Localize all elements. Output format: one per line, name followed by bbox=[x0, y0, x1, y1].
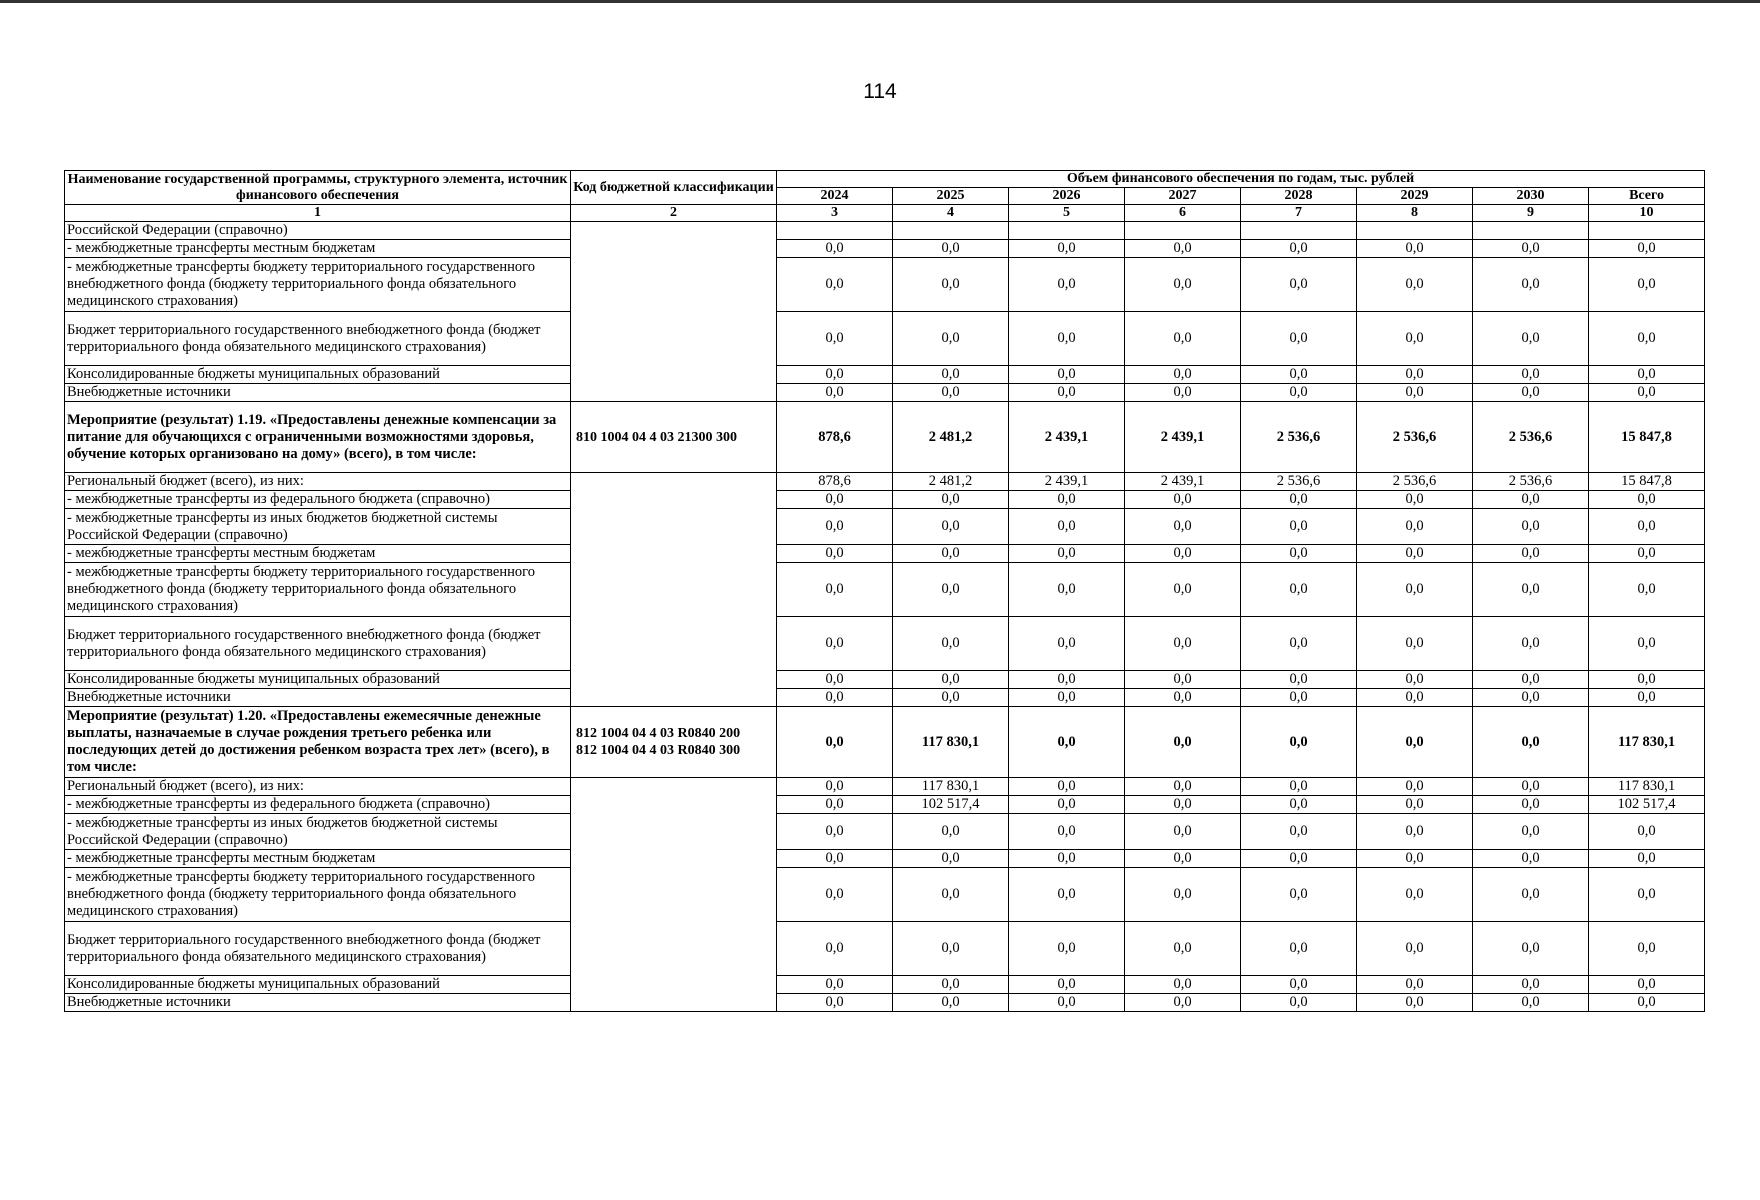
row-value-year: 0,0 bbox=[1473, 868, 1589, 922]
row-name: Региональный бюджет (всего), из них: bbox=[65, 473, 571, 491]
row-value-year: 0,0 bbox=[1125, 258, 1241, 312]
table-row bbox=[65, 563, 1705, 617]
table-row bbox=[65, 778, 1705, 796]
table-row bbox=[65, 366, 1705, 384]
row-value-total: 0,0 bbox=[1589, 689, 1705, 707]
column-number: 5 bbox=[1009, 205, 1125, 222]
row-value-year: 0,0 bbox=[777, 366, 893, 384]
row-value-year: 0,0 bbox=[777, 563, 893, 617]
row-value-year: 0,0 bbox=[1241, 976, 1357, 994]
row-name: Бюджет территориального государственного внебюджетного фонда (бюджет территориального фонда обязательного медицинского страхования) bbox=[65, 922, 571, 976]
row-value-year: 0,0 bbox=[1009, 312, 1125, 366]
row-name: - межбюджетные трансферты местным бюджетам bbox=[65, 545, 571, 563]
row-value-year: 0,0 bbox=[1357, 976, 1473, 994]
row-value-year: 0,0 bbox=[1125, 796, 1241, 814]
row-value-year: 0,0 bbox=[1241, 240, 1357, 258]
header-year: 2025 bbox=[893, 188, 1009, 205]
row-value-year: 0,0 bbox=[1009, 366, 1125, 384]
row-value-year: 0,0 bbox=[1241, 868, 1357, 922]
row-name: - межбюджетные трансферты бюджету территориального государственного внебюджетного фонда (бюджету территориального фонда обязательного медицинского страхования) bbox=[65, 258, 571, 312]
table-row bbox=[65, 509, 1705, 545]
row-value-year: 0,0 bbox=[893, 994, 1009, 1012]
row-value-total: 0,0 bbox=[1589, 258, 1705, 312]
row-name: - межбюджетные трансферты из иных бюджетов бюджетной системы Российской Федерации (справочно) bbox=[65, 814, 571, 850]
table-row bbox=[65, 671, 1705, 689]
row-value-year: 0,0 bbox=[1125, 312, 1241, 366]
row-value-year: 0,0 bbox=[1009, 545, 1125, 563]
row-value-year: 0,0 bbox=[1125, 994, 1241, 1012]
row-value-year: 2 536,6 bbox=[1473, 473, 1589, 491]
row-value-year: 0,0 bbox=[893, 814, 1009, 850]
row-value-year: 0,0 bbox=[777, 491, 893, 509]
column-number: 3 bbox=[777, 205, 893, 222]
table-row bbox=[65, 491, 1705, 509]
row-value-year: 0,0 bbox=[1241, 545, 1357, 563]
table-row bbox=[65, 222, 1705, 240]
table-row bbox=[65, 258, 1705, 312]
row-name: Внебюджетные источники bbox=[65, 994, 571, 1012]
table-row bbox=[65, 976, 1705, 994]
column-number: 8 bbox=[1357, 205, 1473, 222]
row-value-year: 0,0 bbox=[777, 778, 893, 796]
row-value-year: 0,0 bbox=[1125, 778, 1241, 796]
header-name: Наименование государственной программы, структурного элемента, источник финансового обеспечения bbox=[65, 171, 571, 205]
row-value-year: 0,0 bbox=[1125, 922, 1241, 976]
header-total: Всего bbox=[1589, 188, 1705, 205]
row-value-total: 0,0 bbox=[1589, 366, 1705, 384]
row-value-year: 0,0 bbox=[1241, 689, 1357, 707]
row-value-year: 0,0 bbox=[893, 689, 1009, 707]
row-value-total: 15 847,8 bbox=[1589, 473, 1705, 491]
row-name: Консолидированные бюджеты муниципальных образований bbox=[65, 366, 571, 384]
row-value-year: 0,0 bbox=[777, 671, 893, 689]
row-value-year: 0,0 bbox=[1473, 312, 1589, 366]
row-name: - межбюджетные трансферты местным бюджетам bbox=[65, 240, 571, 258]
row-value-year: 0,0 bbox=[1473, 707, 1589, 778]
row-value-year: 102 517,4 bbox=[893, 796, 1009, 814]
row-value-year: 0,0 bbox=[1357, 563, 1473, 617]
row-value-year: 0,0 bbox=[1241, 707, 1357, 778]
row-value-year: 0,0 bbox=[1473, 563, 1589, 617]
table-row bbox=[65, 868, 1705, 922]
row-value-year: 0,0 bbox=[1125, 509, 1241, 545]
column-number: 1 bbox=[65, 205, 571, 222]
row-value-total: 0,0 bbox=[1589, 814, 1705, 850]
row-value-year: 0,0 bbox=[1357, 778, 1473, 796]
row-value-year: 0,0 bbox=[1357, 689, 1473, 707]
table-row-activity bbox=[65, 707, 1705, 778]
row-value-total: 0,0 bbox=[1589, 509, 1705, 545]
row-name: Региональный бюджет (всего), из них: bbox=[65, 778, 571, 796]
row-value-year: 0,0 bbox=[1357, 868, 1473, 922]
row-value-year: 0,0 bbox=[777, 976, 893, 994]
row-value-year: 0,0 bbox=[1009, 778, 1125, 796]
row-value-total bbox=[1589, 222, 1705, 240]
row-value-year: 0,0 bbox=[1009, 509, 1125, 545]
column-number: 6 bbox=[1125, 205, 1241, 222]
row-value-year: 0,0 bbox=[893, 312, 1009, 366]
row-value-year: 0,0 bbox=[1473, 796, 1589, 814]
row-value-year: 0,0 bbox=[1125, 617, 1241, 671]
row-value-year: 0,0 bbox=[893, 850, 1009, 868]
row-value-year: 0,0 bbox=[1473, 778, 1589, 796]
row-value-year: 0,0 bbox=[1009, 814, 1125, 850]
row-value-year: 0,0 bbox=[893, 922, 1009, 976]
row-value-year: 0,0 bbox=[777, 814, 893, 850]
table-row bbox=[65, 473, 1705, 491]
page-number: 114 bbox=[863, 80, 897, 103]
row-value-total: 0,0 bbox=[1589, 868, 1705, 922]
row-value-year: 0,0 bbox=[1125, 563, 1241, 617]
row-name: - межбюджетные трансферты местным бюджетам bbox=[65, 850, 571, 868]
table-row bbox=[65, 922, 1705, 976]
row-value-year: 0,0 bbox=[1009, 258, 1125, 312]
row-value-year: 2 481,2 bbox=[893, 473, 1009, 491]
row-value-year: 0,0 bbox=[1357, 312, 1473, 366]
row-value-year: 0,0 bbox=[1009, 707, 1125, 778]
header-year: 2030 bbox=[1473, 188, 1589, 205]
header-year: 2026 bbox=[1009, 188, 1125, 205]
table-row-activity bbox=[65, 402, 1705, 473]
row-value-total: 0,0 bbox=[1589, 312, 1705, 366]
row-name: Консолидированные бюджеты муниципальных образований bbox=[65, 976, 571, 994]
row-value-year: 878,6 bbox=[777, 473, 893, 491]
row-value-year: 0,0 bbox=[777, 868, 893, 922]
row-name: Мероприятие (результат) 1.19. «Предоставлены денежные компенсации за питание для обучающихся с ограниченными возможностями здоровья, обучение которых организовано на дому» (всего), в том числе: bbox=[65, 402, 571, 473]
row-value-year: 117 830,1 bbox=[893, 778, 1009, 796]
row-name: Внебюджетные источники bbox=[65, 689, 571, 707]
row-value-year: 0,0 bbox=[893, 509, 1009, 545]
row-value-year: 0,0 bbox=[1473, 689, 1589, 707]
row-value-year: 0,0 bbox=[777, 312, 893, 366]
row-value-year: 0,0 bbox=[1357, 366, 1473, 384]
row-value-year: 0,0 bbox=[1473, 509, 1589, 545]
row-value-year: 2 536,6 bbox=[1473, 402, 1589, 473]
row-value-year: 0,0 bbox=[1357, 509, 1473, 545]
row-value-year: 0,0 bbox=[1241, 850, 1357, 868]
row-value-year: 0,0 bbox=[777, 545, 893, 563]
row-value-year bbox=[893, 222, 1009, 240]
row-value-year: 0,0 bbox=[893, 258, 1009, 312]
row-value-year: 0,0 bbox=[1009, 796, 1125, 814]
row-value-year: 0,0 bbox=[1125, 545, 1241, 563]
row-value-year: 0,0 bbox=[1473, 976, 1589, 994]
row-value-year: 0,0 bbox=[1125, 976, 1241, 994]
row-value-year: 0,0 bbox=[1009, 689, 1125, 707]
row-value-year: 0,0 bbox=[1473, 814, 1589, 850]
row-name: Российской Федерации (справочно) bbox=[65, 222, 571, 240]
row-value-year: 0,0 bbox=[1473, 994, 1589, 1012]
row-value-year: 0,0 bbox=[1009, 850, 1125, 868]
row-value-year: 0,0 bbox=[777, 689, 893, 707]
table-row bbox=[65, 796, 1705, 814]
row-name: - межбюджетные трансферты из иных бюджетов бюджетной системы Российской Федерации (справочно) bbox=[65, 509, 571, 545]
row-value-total: 117 830,1 bbox=[1589, 778, 1705, 796]
row-value-year: 0,0 bbox=[1473, 258, 1589, 312]
row-value-year: 0,0 bbox=[1009, 976, 1125, 994]
row-value-year: 0,0 bbox=[893, 617, 1009, 671]
row-budget-code: 812 1004 04 4 03 R0840 200 812 1004 04 4 03 R0840 300 bbox=[571, 707, 777, 778]
row-budget-code bbox=[571, 778, 777, 1012]
row-value-year: 0,0 bbox=[1241, 491, 1357, 509]
row-value-year: 0,0 bbox=[1473, 617, 1589, 671]
row-value-year: 0,0 bbox=[1009, 240, 1125, 258]
row-value-year: 0,0 bbox=[1473, 384, 1589, 402]
row-value-year: 2 439,1 bbox=[1125, 402, 1241, 473]
row-value-year: 0,0 bbox=[1241, 384, 1357, 402]
row-value-year: 0,0 bbox=[1125, 366, 1241, 384]
row-budget-code bbox=[571, 473, 777, 707]
row-value-year: 0,0 bbox=[1241, 563, 1357, 617]
row-value-year: 0,0 bbox=[1357, 922, 1473, 976]
table-row bbox=[65, 312, 1705, 366]
row-value-year: 2 536,6 bbox=[1357, 402, 1473, 473]
row-value-year: 0,0 bbox=[893, 491, 1009, 509]
header-code: Код бюджетной классификации bbox=[571, 171, 777, 205]
row-value-total: 0,0 bbox=[1589, 545, 1705, 563]
header-year: 2029 bbox=[1357, 188, 1473, 205]
row-value-total: 0,0 bbox=[1589, 671, 1705, 689]
row-value-total: 0,0 bbox=[1589, 994, 1705, 1012]
row-value-year: 0,0 bbox=[1357, 545, 1473, 563]
row-value-year: 0,0 bbox=[1241, 671, 1357, 689]
row-value-year: 0,0 bbox=[893, 545, 1009, 563]
row-value-year: 2 439,1 bbox=[1009, 473, 1125, 491]
row-value-year: 117 830,1 bbox=[893, 707, 1009, 778]
row-name: - межбюджетные трансферты бюджету территориального государственного внебюджетного фонда (бюджету территориального фонда обязательного медицинского страхования) bbox=[65, 563, 571, 617]
row-value-year bbox=[1009, 222, 1125, 240]
row-value-year: 0,0 bbox=[1473, 240, 1589, 258]
page-top-edge bbox=[0, 0, 1760, 3]
row-value-year: 0,0 bbox=[1241, 814, 1357, 850]
row-value-year: 0,0 bbox=[893, 976, 1009, 994]
row-value-year: 0,0 bbox=[1357, 707, 1473, 778]
row-value-year: 0,0 bbox=[1241, 994, 1357, 1012]
row-value-year bbox=[1473, 222, 1589, 240]
column-number: 9 bbox=[1473, 205, 1589, 222]
table-row bbox=[65, 384, 1705, 402]
row-value-total: 0,0 bbox=[1589, 922, 1705, 976]
row-value-year: 0,0 bbox=[777, 994, 893, 1012]
row-value-year: 2 536,6 bbox=[1241, 473, 1357, 491]
row-value-total: 0,0 bbox=[1589, 850, 1705, 868]
row-value-year: 0,0 bbox=[1357, 491, 1473, 509]
row-value-total: 0,0 bbox=[1589, 240, 1705, 258]
row-value-total: 0,0 bbox=[1589, 563, 1705, 617]
row-value-year: 0,0 bbox=[1125, 850, 1241, 868]
row-name: Мероприятие (результат) 1.20. «Предоставлены ежемесячные денежные выплаты, назначаемые в случае рождения третьего ребенка или последующих детей до достижения ребенком возраста трех лет» (всего), в том числе: bbox=[65, 707, 571, 778]
header-volume: Объем финансового обеспечения по годам, тыс. рублей bbox=[777, 171, 1705, 188]
row-value-year: 0,0 bbox=[777, 850, 893, 868]
table-row bbox=[65, 814, 1705, 850]
row-value-year: 0,0 bbox=[1009, 617, 1125, 671]
row-value-year: 0,0 bbox=[1241, 922, 1357, 976]
row-value-year: 0,0 bbox=[1125, 868, 1241, 922]
row-value-year: 0,0 bbox=[1009, 563, 1125, 617]
table-row bbox=[65, 240, 1705, 258]
row-value-year: 0,0 bbox=[777, 509, 893, 545]
row-value-year: 0,0 bbox=[1357, 994, 1473, 1012]
table-row bbox=[65, 994, 1705, 1012]
row-value-year: 2 536,6 bbox=[1241, 402, 1357, 473]
row-value-year: 0,0 bbox=[1473, 850, 1589, 868]
row-value-year: 0,0 bbox=[1357, 796, 1473, 814]
row-value-year: 0,0 bbox=[1357, 384, 1473, 402]
row-value-year: 0,0 bbox=[1357, 617, 1473, 671]
row-value-year: 0,0 bbox=[1125, 240, 1241, 258]
row-value-year: 0,0 bbox=[1473, 491, 1589, 509]
row-value-year: 0,0 bbox=[777, 707, 893, 778]
row-value-year: 0,0 bbox=[1357, 258, 1473, 312]
row-value-total: 15 847,8 bbox=[1589, 402, 1705, 473]
row-name: - межбюджетные трансферты из федерального бюджета (справочно) bbox=[65, 491, 571, 509]
row-value-year: 0,0 bbox=[777, 384, 893, 402]
row-name: - межбюджетные трансферты из федерального бюджета (справочно) bbox=[65, 796, 571, 814]
row-value-total: 117 830,1 bbox=[1589, 707, 1705, 778]
row-value-year: 0,0 bbox=[893, 563, 1009, 617]
row-value-year: 0,0 bbox=[1241, 778, 1357, 796]
row-value-year bbox=[1125, 222, 1241, 240]
row-value-year: 0,0 bbox=[1241, 258, 1357, 312]
row-value-year: 0,0 bbox=[777, 922, 893, 976]
row-value-year bbox=[1241, 222, 1357, 240]
row-value-year: 0,0 bbox=[1241, 796, 1357, 814]
row-value-year: 0,0 bbox=[1241, 366, 1357, 384]
row-value-year: 0,0 bbox=[1009, 868, 1125, 922]
row-budget-code bbox=[571, 222, 777, 402]
table-row bbox=[65, 545, 1705, 563]
row-value-total: 0,0 bbox=[1589, 384, 1705, 402]
row-value-year: 0,0 bbox=[1473, 366, 1589, 384]
row-value-year: 0,0 bbox=[777, 240, 893, 258]
header-year: 2024 bbox=[777, 188, 893, 205]
row-value-year: 0,0 bbox=[893, 366, 1009, 384]
row-value-year: 0,0 bbox=[777, 617, 893, 671]
row-name: Внебюджетные источники bbox=[65, 384, 571, 402]
row-value-total: 102 517,4 bbox=[1589, 796, 1705, 814]
row-value-year: 0,0 bbox=[893, 384, 1009, 402]
row-value-year: 2 439,1 bbox=[1125, 473, 1241, 491]
row-value-year: 0,0 bbox=[1125, 814, 1241, 850]
row-value-year: 0,0 bbox=[1125, 689, 1241, 707]
row-value-year: 0,0 bbox=[893, 240, 1009, 258]
column-number: 10 bbox=[1589, 205, 1705, 222]
table-row bbox=[65, 689, 1705, 707]
row-value-year: 878,6 bbox=[777, 402, 893, 473]
row-value-year: 0,0 bbox=[1357, 671, 1473, 689]
row-value-year: 0,0 bbox=[1125, 671, 1241, 689]
row-value-year: 0,0 bbox=[1241, 617, 1357, 671]
row-value-total: 0,0 bbox=[1589, 617, 1705, 671]
column-number: 4 bbox=[893, 205, 1009, 222]
row-value-year: 0,0 bbox=[893, 671, 1009, 689]
row-value-year: 0,0 bbox=[1125, 707, 1241, 778]
row-value-year bbox=[1357, 222, 1473, 240]
row-value-year: 0,0 bbox=[1357, 850, 1473, 868]
row-value-year: 2 536,6 bbox=[1357, 473, 1473, 491]
row-value-total: 0,0 bbox=[1589, 491, 1705, 509]
row-value-year: 0,0 bbox=[1009, 671, 1125, 689]
financing-table bbox=[64, 170, 1705, 1012]
row-value-total: 0,0 bbox=[1589, 976, 1705, 994]
row-value-year: 0,0 bbox=[1125, 491, 1241, 509]
table-row bbox=[65, 850, 1705, 868]
row-value-year: 2 439,1 bbox=[1009, 402, 1125, 473]
row-value-year: 0,0 bbox=[1009, 384, 1125, 402]
row-value-year: 0,0 bbox=[1357, 240, 1473, 258]
row-value-year: 0,0 bbox=[777, 796, 893, 814]
row-value-year: 0,0 bbox=[1009, 491, 1125, 509]
row-name: - межбюджетные трансферты бюджету территориального государственного внебюджетного фонда (бюджету территориального фонда обязательного медицинского страхования) bbox=[65, 868, 571, 922]
row-name: Бюджет территориального государственного внебюджетного фонда (бюджет территориального фонда обязательного медицинского страхования) bbox=[65, 312, 571, 366]
table-body bbox=[65, 222, 1705, 1012]
row-name: Бюджет территориального государственного внебюджетного фонда (бюджет территориального фонда обязательного медицинского страхования) bbox=[65, 617, 571, 671]
row-value-year: 0,0 bbox=[1357, 814, 1473, 850]
row-value-year: 2 481,2 bbox=[893, 402, 1009, 473]
table-row bbox=[65, 617, 1705, 671]
column-number: 7 bbox=[1241, 205, 1357, 222]
row-value-year: 0,0 bbox=[1473, 545, 1589, 563]
row-value-year: 0,0 bbox=[1241, 509, 1357, 545]
row-budget-code: 810 1004 04 4 03 21300 300 bbox=[571, 402, 777, 473]
header-year: 2028 bbox=[1241, 188, 1357, 205]
header-year: 2027 bbox=[1125, 188, 1241, 205]
row-value-year: 0,0 bbox=[1009, 994, 1125, 1012]
row-value-year bbox=[777, 222, 893, 240]
row-value-year: 0,0 bbox=[1473, 671, 1589, 689]
row-value-year: 0,0 bbox=[1009, 922, 1125, 976]
row-value-year: 0,0 bbox=[777, 258, 893, 312]
row-value-year: 0,0 bbox=[1125, 384, 1241, 402]
row-value-year: 0,0 bbox=[893, 868, 1009, 922]
row-value-year: 0,0 bbox=[1241, 312, 1357, 366]
row-value-year: 0,0 bbox=[1473, 922, 1589, 976]
row-name: Консолидированные бюджеты муниципальных образований bbox=[65, 671, 571, 689]
column-number: 2 bbox=[571, 205, 777, 222]
